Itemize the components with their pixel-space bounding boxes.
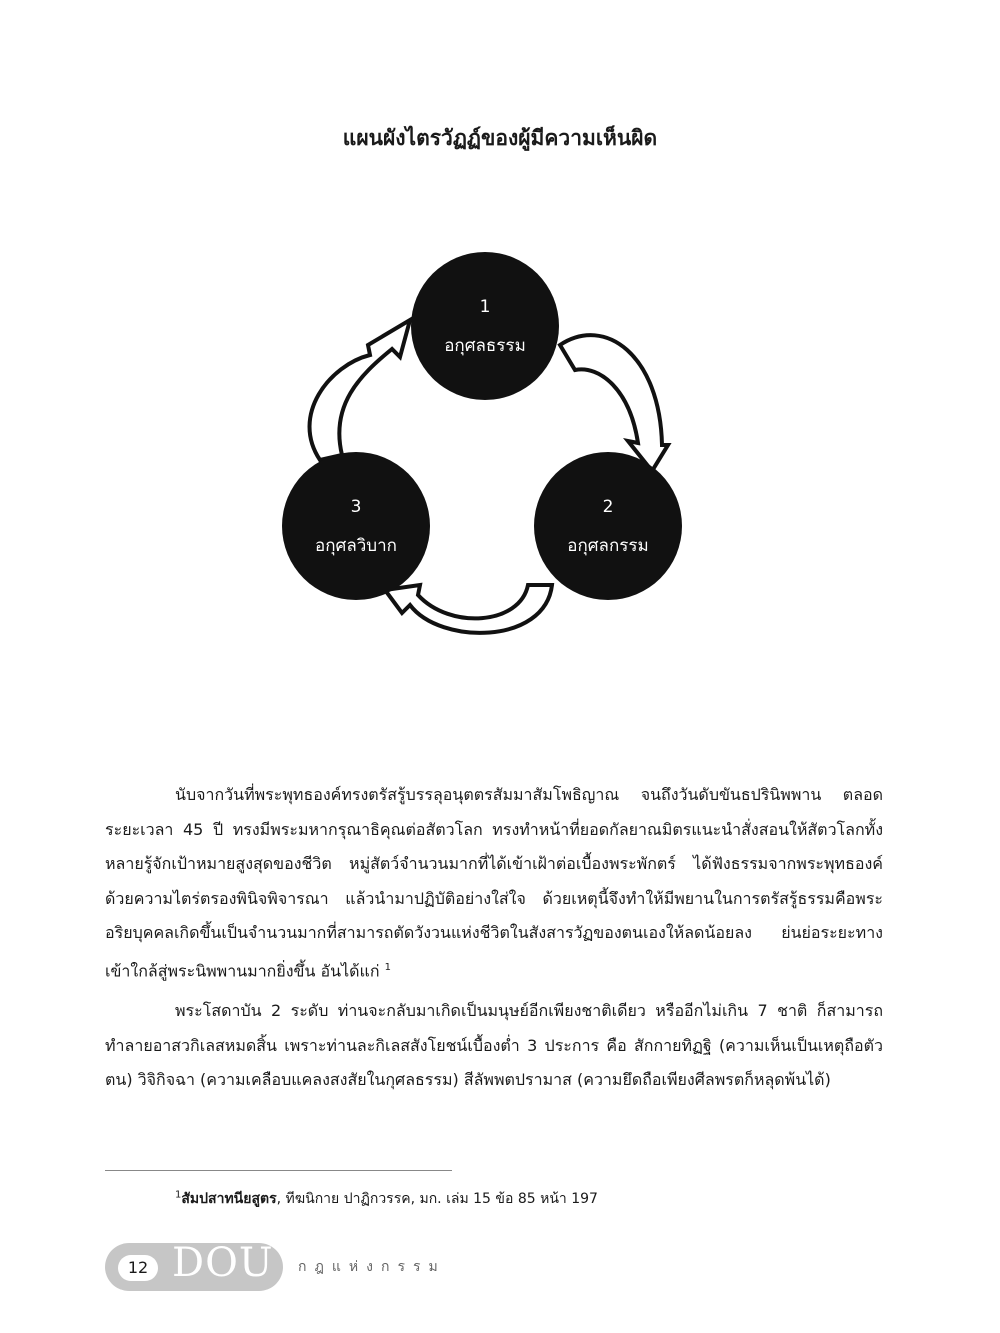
- node-3-number: 3: [350, 497, 362, 517]
- node-1-number: 1: [479, 297, 491, 317]
- node-1-label: อกุศลธรรม: [444, 336, 526, 356]
- brand-logo: DOU: [172, 1240, 274, 1286]
- footnote-divider: [105, 1170, 452, 1171]
- body-text: [105, 778, 883, 1104]
- footnote: [175, 1188, 598, 1210]
- node-2-label: อกุศลกรรม: [567, 536, 649, 556]
- node-3: [282, 452, 430, 600]
- paragraph-1-text: นับจากวันที่พระพุทธองค์ทรงตรัสรู้บรรลุอนุตตรสัมมาสัมโพธิญาณ จนถึงวันดับขันธปรินิพพาน ตลอดระยะเวลา 45 ปี ทรงมีพระมหากรุณาธิคุณต่อสัตวโลก ทรงทำหน้าที่ยอดกัลยาณมิตรแนะนำสั่งสอนให้สัตวโลกทั้งหลายรู้จักเป้าหมายสูงสุดของชีวิต หมู่สัตว์จำนวนมากที่ได้เข้าเฝ้าต่อเบื้องพระพักตร์ ได้ฟังธรรมจากพระพุทธองค์ด้วยความไตร่ตรองพินิจพิจารณา แล้วนำมาปฏิบัติอย่างใส่ใจ ด้วยเหตุนี้จึงทำให้มีพยานในการตรัสรู้ธรรมคือพระอริยบุคคลเกิดขึ้นเป็นจำนวนมากที่สามารถตัดวังวนแห่งชีวิตในสังสารวัฏของตนเองให้ลดน้อยลง ย่นย่อระยะทางเข้าใกล้สู่พระนิพพานมากยิ่งขึ้น อันได้แก่: [105, 785, 883, 980]
- paragraph-2: พระโสดาบัน 2 ระดับ ท่านจะกลับมาเกิดเป็นมนุษย์อีกเพียงชาติเดียว หรืออีกไม่เกิน 7 ชาติ ก็สามารถทำลายอาสวกิเลสหมดสิ้น เพราะท่านละกิเลสสังโยชน์เบื้องต่ำ 3 ประการ คือ สักกายทิฏฐิ (ความเห็นเป็นเหตุถือตัวตน) วิจิกิจฉา (ความเคลือบแคลงสงสัยในกุศลธรรม) สีลัพพตปรามาส (ความยึดถือเพียงศีลพรตก็หลุดพ้นได้): [105, 1001, 883, 1090]
- arrow-1-to-2: [560, 335, 668, 471]
- paragraph-1: [105, 778, 883, 988]
- page-number: 12: [118, 1255, 158, 1281]
- running-title: กฎแห่งกรรม: [298, 1259, 446, 1275]
- arrow-3-to-1: [310, 320, 410, 460]
- diagram-title: แผนผังไตรวัฏฏ์ของผู้มีความเห็นผิด: [342, 126, 658, 150]
- arrow-2-to-3: [385, 585, 552, 633]
- node-2-number: 2: [602, 497, 614, 517]
- footnote-text: , ทีฆนิกาย ปาฏิกวรรค, มก. เล่ม 15 ข้อ 85 หน้า 197: [276, 1191, 598, 1207]
- footnote-reference[interactable]: 1: [384, 961, 391, 973]
- node-1: [411, 252, 559, 400]
- footnote-title: สัมปสาทนียสูตร: [181, 1191, 277, 1207]
- node-3-label: อกุศลวิบาก: [315, 536, 397, 556]
- cycle-diagram: [270, 245, 700, 655]
- node-2: [534, 452, 682, 600]
- footnote-mark: 1: [175, 1189, 182, 1201]
